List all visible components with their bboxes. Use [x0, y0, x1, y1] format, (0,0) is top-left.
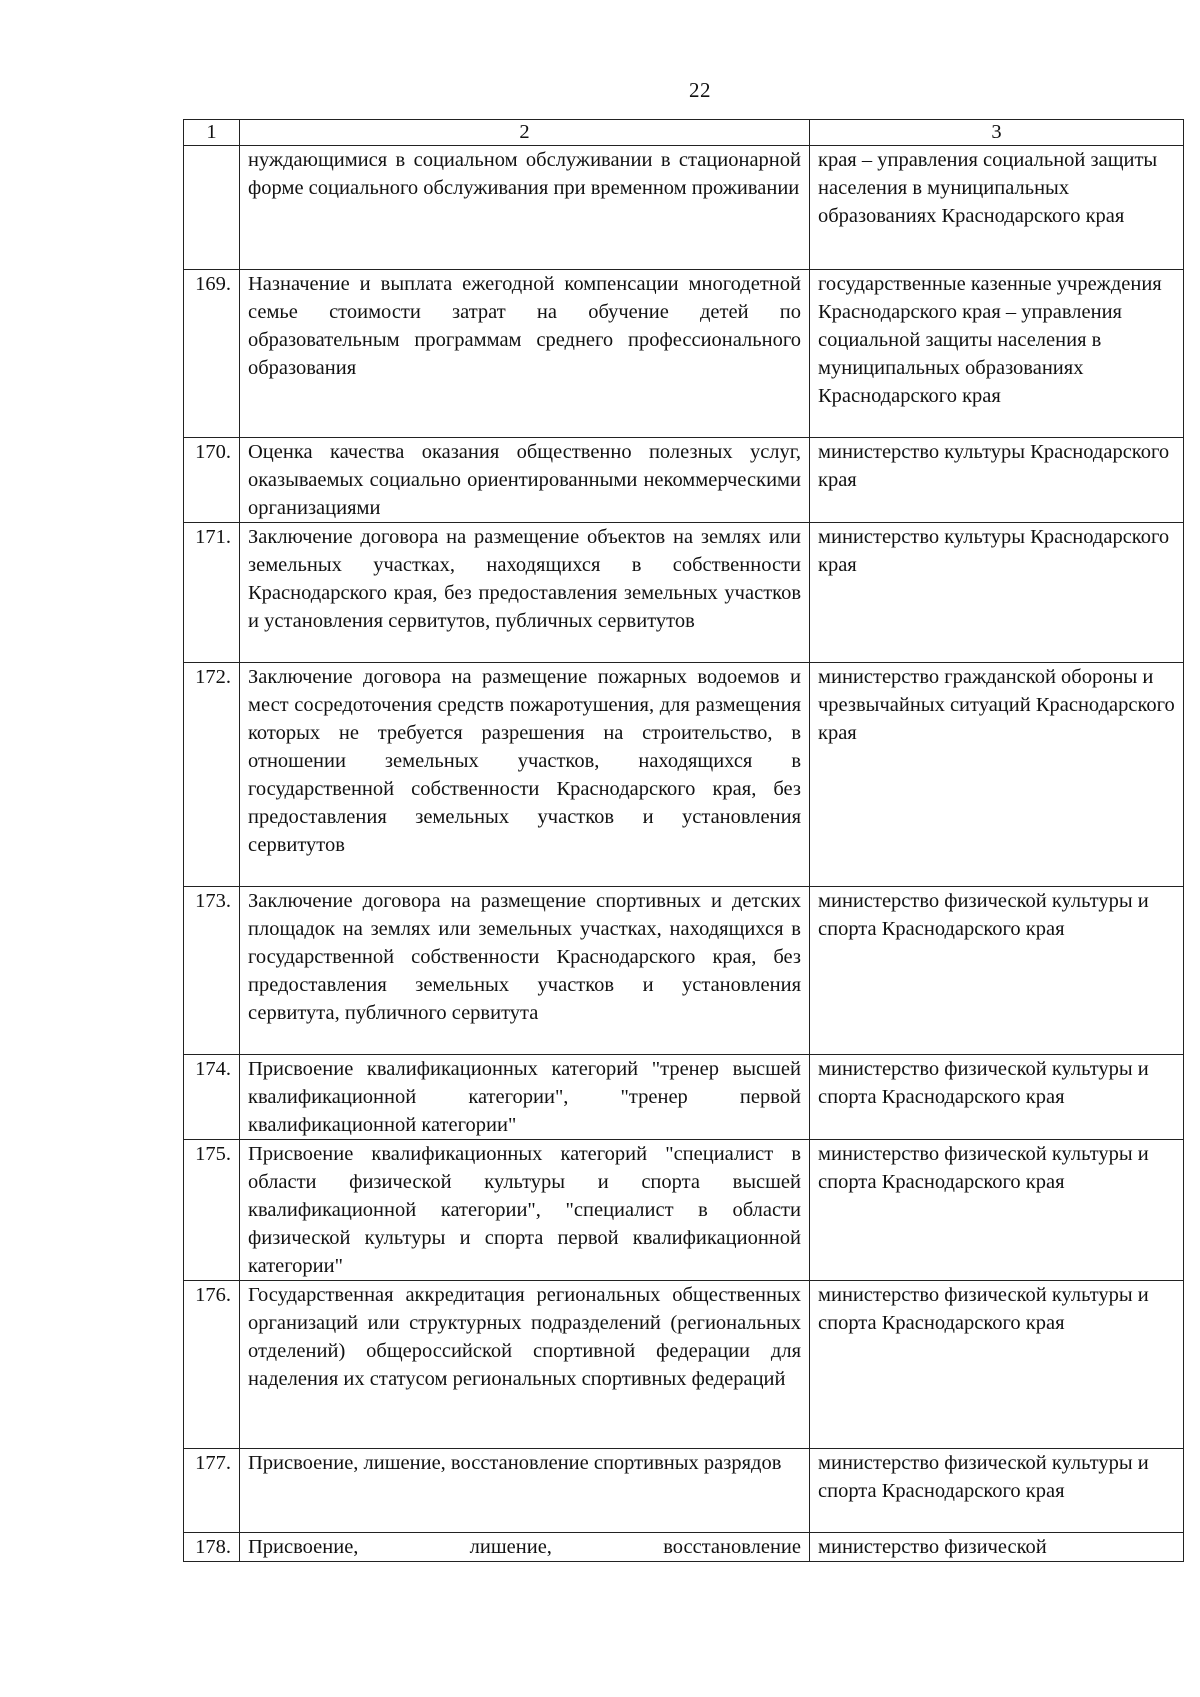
responsible-authority: министерство физической культуры и спорта Краснодарского края — [810, 1281, 1184, 1449]
table-row — [184, 1449, 1184, 1533]
row-number: 172. — [184, 663, 240, 887]
table-row — [184, 270, 1184, 438]
responsible-authority: министерство культуры Краснодарского края — [810, 523, 1184, 663]
responsible-authority: края – управления социальной защиты населения в муниципальных образованиях Краснодарского края — [810, 146, 1184, 270]
column-header-service: 2 — [240, 120, 810, 146]
responsible-authority: министерство физической культуры и спорта Краснодарского края — [810, 1449, 1184, 1533]
service-name: Назначение и выплата ежегодной компенсации многодетной семье стоимости затрат на обучение детей по образовательным программам среднего профессионального образования — [240, 270, 810, 438]
table-row — [184, 663, 1184, 887]
responsible-authority: министерство физической — [810, 1533, 1184, 1562]
table-row — [184, 1281, 1184, 1449]
row-number: 171. — [184, 523, 240, 663]
row-number: 170. — [184, 438, 240, 523]
table-row — [184, 438, 1184, 523]
service-name: Заключение договора на размещение объектов на землях или земельных участках, находящихся в собственности Краснодарского края, без предоставления земельных участков и установления сервитутов, публичных сервитутов — [240, 523, 810, 663]
table-row — [184, 887, 1184, 1055]
services-table — [183, 119, 1184, 1562]
row-number: 173. — [184, 887, 240, 1055]
row-number: 174. — [184, 1055, 240, 1140]
table-row — [184, 523, 1184, 663]
row-number: 178. — [184, 1533, 240, 1562]
responsible-authority: министерство физической культуры и спорта Краснодарского края — [810, 887, 1184, 1055]
row-number: 177. — [184, 1449, 240, 1533]
page-number: 22 — [689, 78, 711, 102]
responsible-authority: министерство физической культуры и спорта Краснодарского края — [810, 1055, 1184, 1140]
table-row — [184, 1533, 1184, 1562]
service-name: Присвоение квалификационных категорий "специалист в области физической культуры и спорта высшей квалификационной категории", "специалист в области физической культуры и спорта первой квалификационной категории" — [240, 1140, 810, 1281]
service-name: Присвоение, лишение, восстановление — [240, 1533, 810, 1562]
column-header-authority: 3 — [810, 120, 1184, 146]
service-name: нуждающимися в социальном обслуживании в стационарной форме социального обслуживания при временном проживании — [240, 146, 810, 270]
service-name: Заключение договора на размещение спортивных и детских площадок на землях или земельных участках, находящихся в государственной собственности Краснодарского края, без предоставления земельных участков и установления сервитута, публичного сервитута — [240, 887, 810, 1055]
service-name: Присвоение, лишение, восстановление спортивных разрядов — [240, 1449, 810, 1533]
service-name: Присвоение квалификационных категорий "тренер высшей квалификационной категории", "тренер первой квалификационной категории" — [240, 1055, 810, 1140]
service-name: Заключение договора на размещение пожарных водоемов и мест сосредоточения средств пожаротушения, для размещения которых не требуется разрешения на строительство, в отношении земельных участков, находящихся в государственной собственности Краснодарского края, без предоставления земельных участков и установления сервитутов — [240, 663, 810, 887]
row-number: 169. — [184, 270, 240, 438]
service-name: Оценка качества оказания общественно полезных услуг, оказываемых социально ориентированными некоммерческими организациями — [240, 438, 810, 523]
table-header-row — [184, 120, 1184, 146]
row-number: 176. — [184, 1281, 240, 1449]
service-name: Государственная аккредитация региональных общественных организаций или структурных подразделений (региональных отделений) общероссийской спортивной федерации для наделения их статусом региональных спортивных федераций — [240, 1281, 810, 1449]
column-header-number: 1 — [184, 120, 240, 146]
responsible-authority: министерство культуры Краснодарского края — [810, 438, 1184, 523]
row-number — [184, 146, 240, 270]
row-number: 175. — [184, 1140, 240, 1281]
table-row — [184, 1055, 1184, 1140]
responsible-authority: государственные казенные учреждения Краснодарского края – управления социальной защиты населения в муниципальных образованиях Краснодарского края — [810, 270, 1184, 438]
responsible-authority: министерство физической культуры и спорта Краснодарского края — [810, 1140, 1184, 1281]
responsible-authority: министерство гражданской обороны и чрезвычайных ситуаций Краснодарского края — [810, 663, 1184, 887]
table-row — [184, 1140, 1184, 1281]
table-row — [184, 146, 1184, 270]
